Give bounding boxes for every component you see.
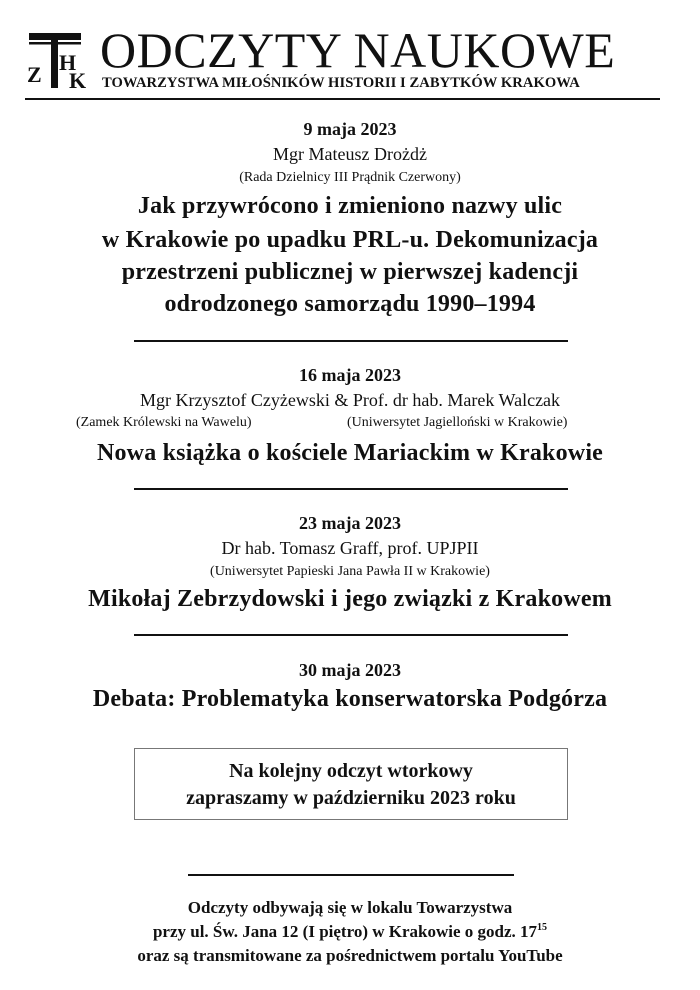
next-lecture-notice — [134, 748, 568, 820]
header-divider — [25, 98, 660, 100]
lecture-1-title-line: przestrzeni publicznej w pierwszej kadencji — [121, 259, 579, 285]
notice-line: Na kolejny odczyt wtorkowy — [229, 760, 473, 782]
page-header — [25, 22, 660, 96]
logo-letter-h: H — [59, 50, 77, 75]
lecture-1-date: 9 maja 2023 — [303, 119, 397, 139]
time-minutes-superscript: 15 — [537, 922, 548, 933]
footer-line-text: przy ul. Św. Jana 12 (I piętro) w Krakowie o godz. 17 — [152, 922, 538, 941]
lecture-1-title-line: Jak przywrócono i zmieniono nazwy ulic — [137, 193, 563, 219]
footer-line: Odczyty odbywają się w lokalu Towarzystwa — [187, 898, 513, 917]
notice-line: zapraszamy w październiku 2023 roku — [186, 787, 516, 809]
society-logo-icon — [25, 30, 93, 92]
lecture-1-affiliation: (Rada Dzielnicy III Prądnik Czerwony) — [239, 170, 461, 185]
lecture-2-speaker: Mgr Krzysztof Czyżewski & Prof. dr hab. Marek Walczak — [139, 390, 561, 410]
lecture-1-speaker: Mgr Mateusz Drożdż — [273, 144, 427, 164]
page-subtitle: TOWARZYSTWA MIŁOŚNIKÓW HISTORII I ZABYTKÓW KRAKOWA — [102, 75, 580, 91]
lecture-2-title: Nowa książka o kościele Mariackim w Krakowie — [96, 440, 604, 466]
lecture-3-date: 23 maja 2023 — [299, 513, 401, 533]
lecture-2-affiliation-left: (Zamek Królewski na Wawelu) — [76, 415, 252, 430]
footer-line — [0, 920, 700, 944]
lecture-4-date: 30 maja 2023 — [299, 660, 401, 680]
lecture-4-title: Debata: Problematyka konserwatorska Podgórza — [92, 686, 608, 712]
section-divider — [134, 634, 568, 636]
lecture-3-title: Mikołaj Zebrzydowski i jego związki z Krakowem — [88, 586, 612, 612]
lecture-1-title-line: w Krakowie po upadku PRL-u. Dekomunizacja — [101, 227, 599, 253]
logo-letter-z: Z — [27, 62, 42, 87]
lecture-2-date: 16 maja 2023 — [299, 365, 401, 385]
lecture-3-speaker: Dr hab. Tomasz Graff, prof. UPJPII — [221, 538, 479, 558]
lecture-2-affiliation-right: (Uniwersytet Jagielloński w Krakowie) — [347, 415, 568, 430]
page-title: ODCZYTY NAUKOWE — [100, 22, 616, 78]
section-divider — [134, 340, 568, 342]
footer-line: oraz są transmitowane za pośrednictwem portalu YouTube — [137, 946, 563, 965]
lecture-1-title-line: odrodzonego samorządu 1990–1994 — [164, 291, 536, 317]
section-divider — [134, 488, 568, 490]
lecture-3-affiliation: (Uniwersytet Papieski Jana Pawła II w Krakowie) — [210, 564, 490, 579]
logo-letter-k: K — [69, 68, 87, 92]
footer-divider — [188, 874, 514, 876]
